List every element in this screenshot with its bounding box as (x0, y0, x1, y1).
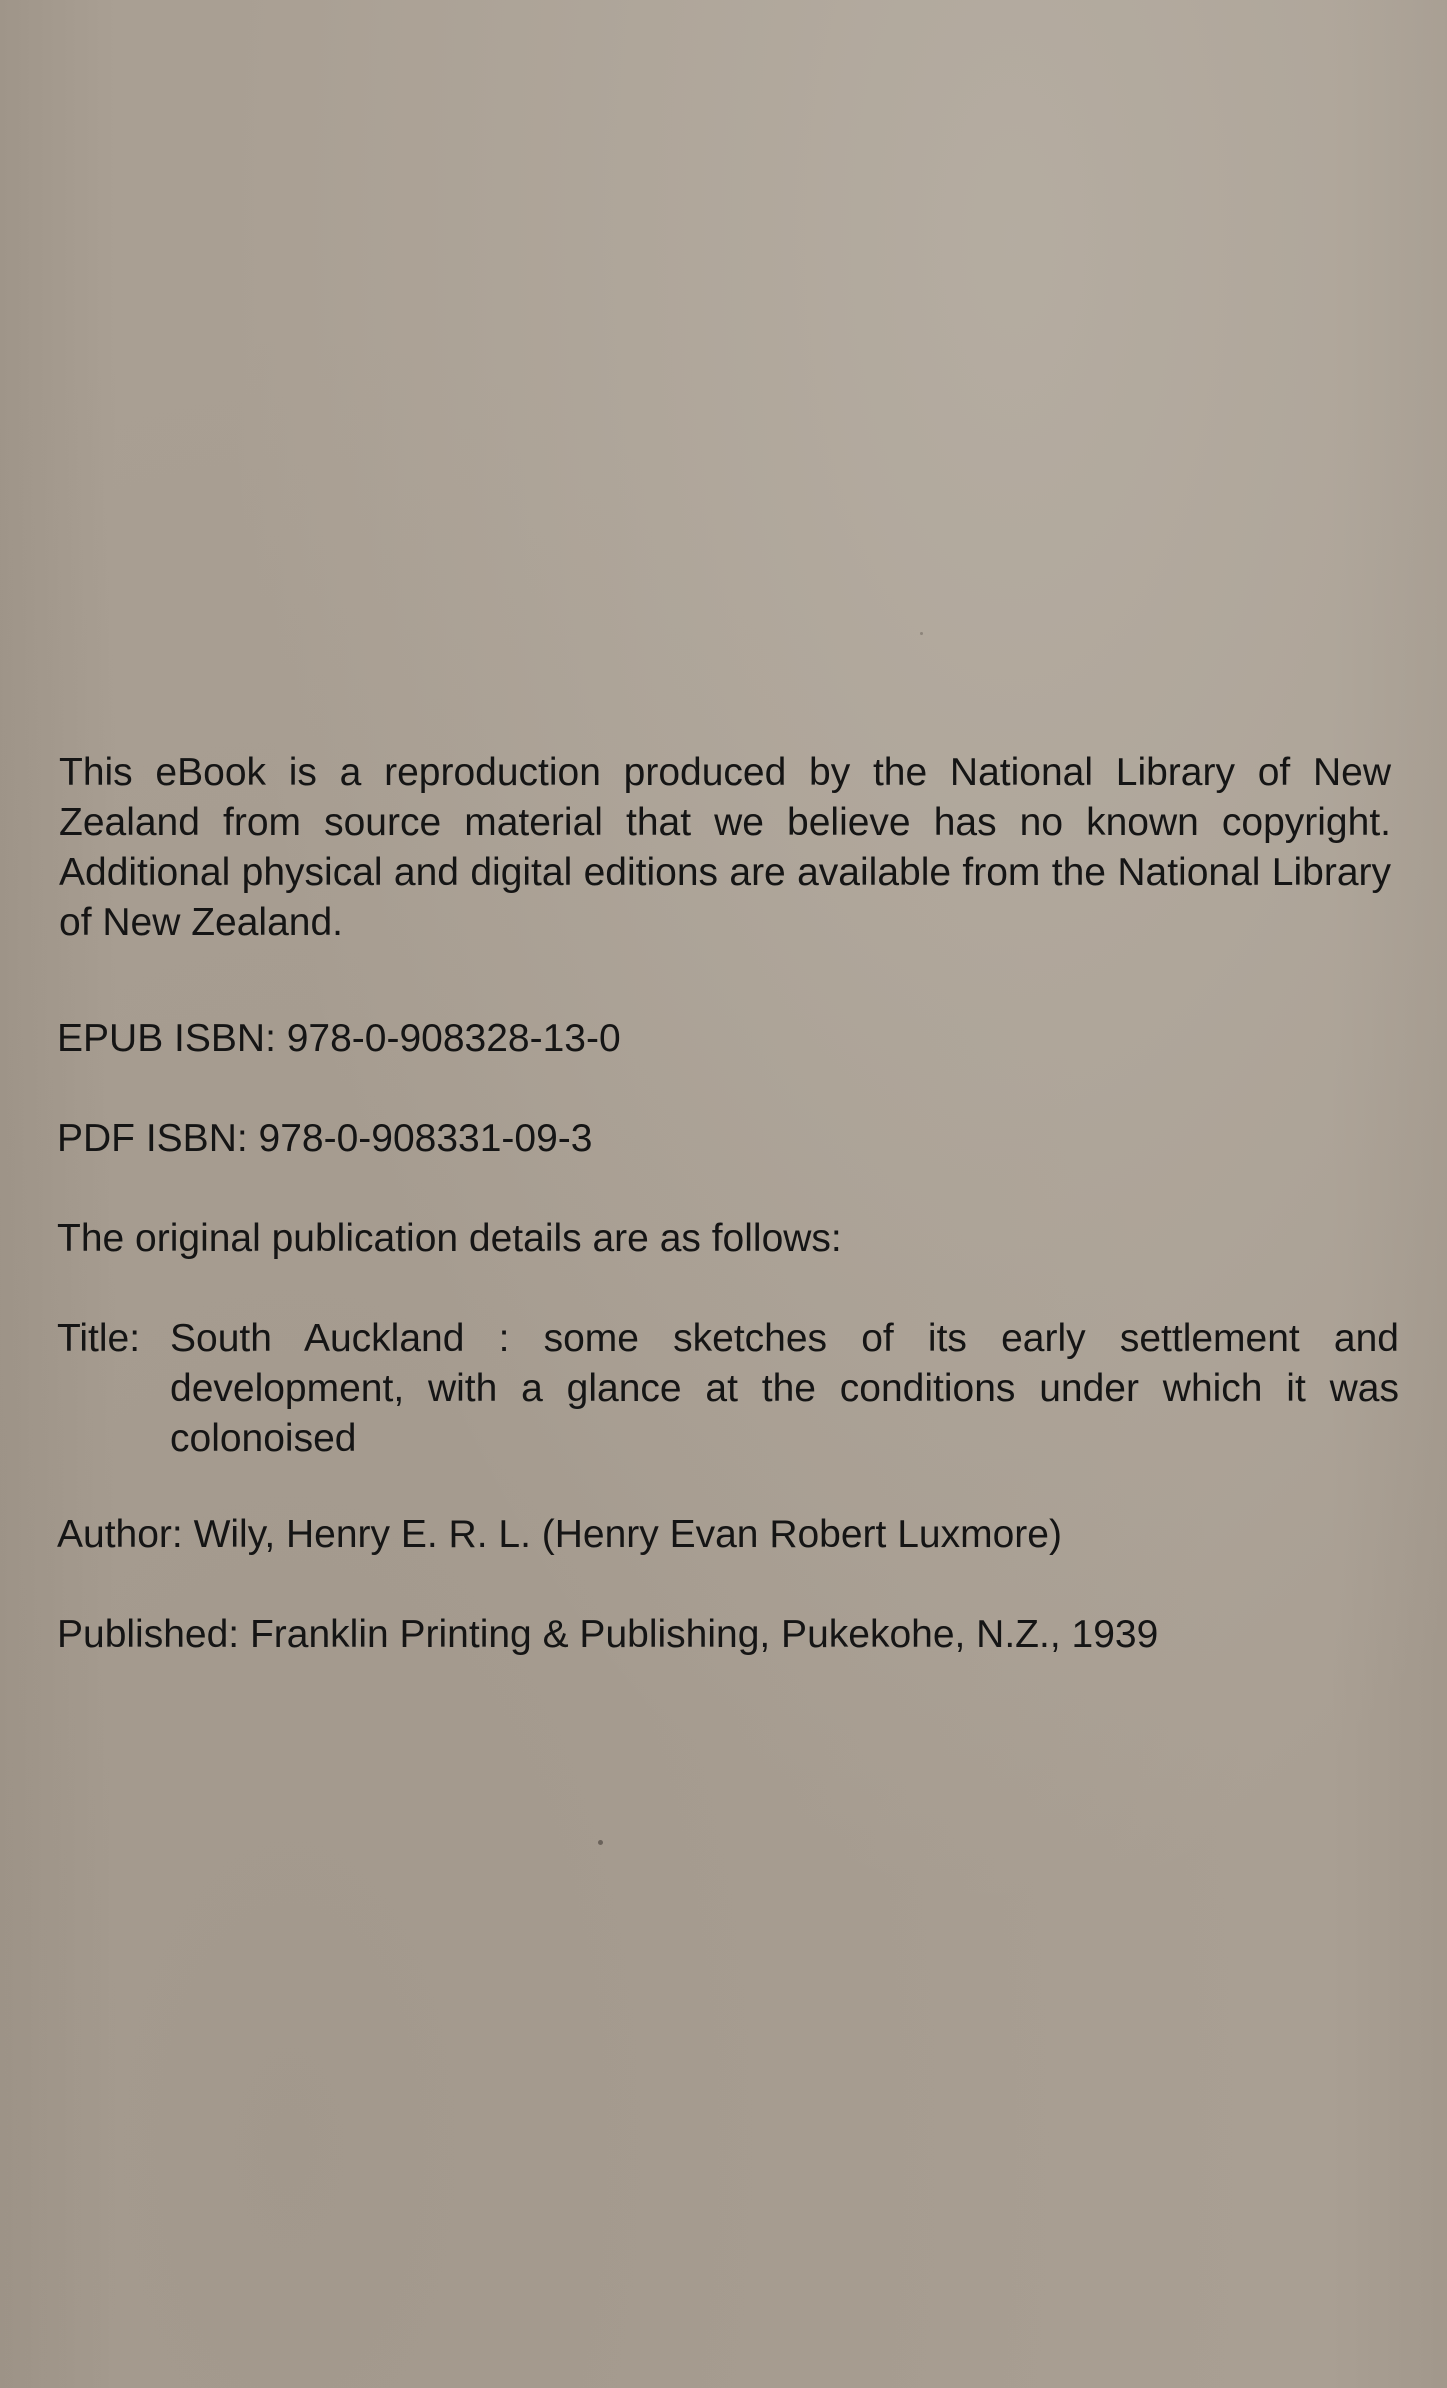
epub-isbn: EPUB ISBN: 978-0-908328-13-0 (57, 1017, 621, 1060)
title-label: Title: (57, 1317, 141, 1360)
paper-speck (920, 632, 923, 635)
title-value: South Auckland : some sketches of its early settlement and development, with a glance at the conditions under which it was colonoised (170, 1317, 1399, 1460)
copyright-notice: This eBook is a reproduction produced by the National Library of New Zealand from source material that we believe has no known copyright. Additional physical and digital editions are available from the National Library of New Zealand. (59, 751, 1391, 944)
author-line: Author: Wily, Henry E. R. L. (Henry Evan Robert Luxmore) (57, 1513, 1062, 1556)
details-intro: The original publication details are as follows: (57, 1217, 842, 1260)
pdf-isbn: PDF ISBN: 978-0-908331-09-3 (57, 1117, 593, 1160)
published-line: Published: Franklin Printing & Publishing, Pukekohe, N.Z., 1939 (57, 1613, 1159, 1656)
title-entry (57, 1314, 1399, 1464)
paper-speck (598, 1840, 603, 1845)
